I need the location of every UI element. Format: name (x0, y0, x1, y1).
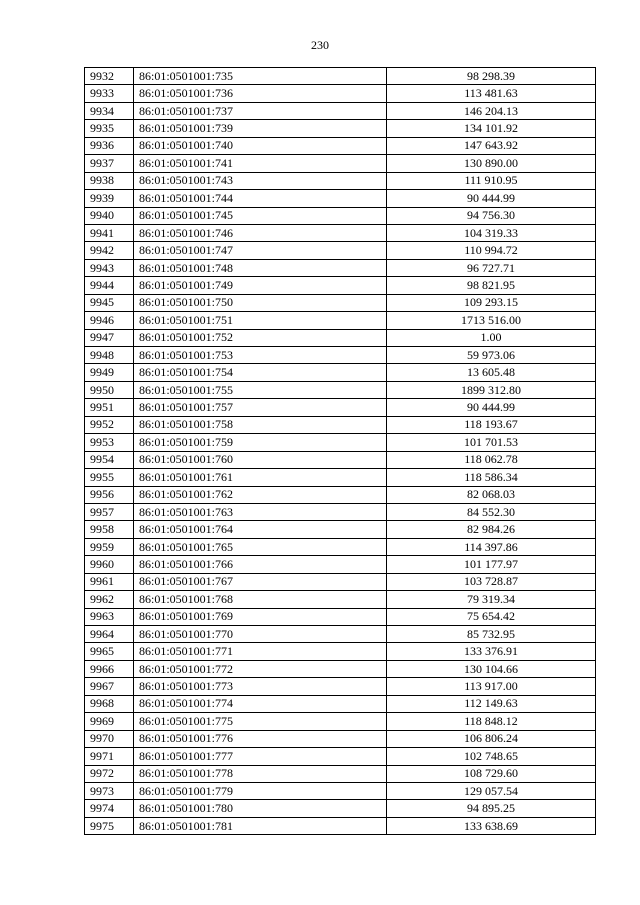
table-row (85, 347, 596, 364)
table-row (85, 294, 596, 311)
table-row (85, 626, 596, 643)
row-number-cell: 9940 (85, 207, 134, 224)
cadastral-value-cell: 90 444.99 (387, 190, 596, 207)
table-row (85, 817, 596, 834)
row-number-cell: 9971 (85, 748, 134, 765)
cadastral-value-cell: 96 727.71 (387, 259, 596, 276)
cadastral-number-cell: 86:01:0501001:749 (134, 277, 387, 294)
table-row (85, 695, 596, 712)
table-row (85, 172, 596, 189)
table-row (85, 573, 596, 590)
row-number-cell: 9972 (85, 765, 134, 782)
row-number-cell: 9960 (85, 556, 134, 573)
cadastral-number-cell: 86:01:0501001:750 (134, 294, 387, 311)
cadastral-number-cell: 86:01:0501001:737 (134, 102, 387, 119)
table-row (85, 259, 596, 276)
row-number-cell: 9970 (85, 730, 134, 747)
table-row (85, 782, 596, 799)
table-row (85, 538, 596, 555)
cadastral-number-cell: 86:01:0501001:781 (134, 817, 387, 834)
cadastral-value-cell: 129 057.54 (387, 782, 596, 799)
cadastral-value-cell: 75 654.42 (387, 608, 596, 625)
cadastral-number-cell: 86:01:0501001:743 (134, 172, 387, 189)
row-number-cell: 9965 (85, 643, 134, 660)
row-number-cell: 9946 (85, 312, 134, 329)
table-row (85, 137, 596, 154)
cadastral-value-cell: 94 895.25 (387, 800, 596, 817)
table-row (85, 521, 596, 538)
cadastral-number-cell: 86:01:0501001:767 (134, 573, 387, 590)
table-row (85, 242, 596, 259)
table-row (85, 748, 596, 765)
row-number-cell: 9948 (85, 347, 134, 364)
row-number-cell: 9967 (85, 678, 134, 695)
row-number-cell: 9959 (85, 538, 134, 555)
cadastral-value-cell: 113 481.63 (387, 85, 596, 102)
cadastral-value-cell: 118 586.34 (387, 469, 596, 486)
cadastral-value-cell: 134 101.92 (387, 120, 596, 137)
cadastral-value-cell: 130 890.00 (387, 155, 596, 172)
cadastral-number-cell: 86:01:0501001:762 (134, 486, 387, 503)
row-number-cell: 9935 (85, 120, 134, 137)
row-number-cell: 9934 (85, 102, 134, 119)
cadastral-number-cell: 86:01:0501001:752 (134, 329, 387, 346)
cadastral-number-cell: 86:01:0501001:758 (134, 416, 387, 433)
cadastral-number-cell: 86:01:0501001:778 (134, 765, 387, 782)
row-number-cell: 9945 (85, 294, 134, 311)
row-number-cell: 9975 (85, 817, 134, 834)
table-row (85, 730, 596, 747)
cadastral-value-cell: 102 748.65 (387, 748, 596, 765)
table-row (85, 224, 596, 241)
cadastral-number-cell: 86:01:0501001:764 (134, 521, 387, 538)
row-number-cell: 9974 (85, 800, 134, 817)
cadastral-value-cell: 111 910.95 (387, 172, 596, 189)
cadastral-value-cell: 147 643.92 (387, 137, 596, 154)
cadastral-value-cell: 110 994.72 (387, 242, 596, 259)
cadastral-value-cell: 118 193.67 (387, 416, 596, 433)
cadastral-value-cell: 85 732.95 (387, 626, 596, 643)
table-row (85, 68, 596, 85)
cadastral-value-cell: 118 848.12 (387, 713, 596, 730)
row-number-cell: 9953 (85, 434, 134, 451)
cadastral-value-cell: 98 298.39 (387, 68, 596, 85)
cadastral-value-cell: 13 605.48 (387, 364, 596, 381)
table-row (85, 678, 596, 695)
row-number-cell: 9950 (85, 381, 134, 398)
table-row (85, 416, 596, 433)
table-row (85, 451, 596, 468)
cadastral-value-cell: 108 729.60 (387, 765, 596, 782)
cadastral-value-cell: 106 806.24 (387, 730, 596, 747)
cadastral-number-cell: 86:01:0501001:754 (134, 364, 387, 381)
row-number-cell: 9958 (85, 521, 134, 538)
table-row (85, 660, 596, 677)
cadastral-number-cell: 86:01:0501001:748 (134, 259, 387, 276)
cadastral-value-cell: 109 293.15 (387, 294, 596, 311)
table-row (85, 608, 596, 625)
cadastral-value-cell: 82 068.03 (387, 486, 596, 503)
cadastral-value-cell: 104 319.33 (387, 224, 596, 241)
cadastral-number-cell: 86:01:0501001:761 (134, 469, 387, 486)
cadastral-value-cell: 118 062.78 (387, 451, 596, 468)
cadastral-number-cell: 86:01:0501001:766 (134, 556, 387, 573)
table-row (85, 364, 596, 381)
row-number-cell: 9932 (85, 68, 134, 85)
cadastral-value-cell: 84 552.30 (387, 503, 596, 520)
cadastral-value-cell: 1713 516.00 (387, 312, 596, 329)
cadastral-value-cell: 113 917.00 (387, 678, 596, 695)
row-number-cell: 9939 (85, 190, 134, 207)
row-number-cell: 9947 (85, 329, 134, 346)
cadastral-number-cell: 86:01:0501001:775 (134, 713, 387, 730)
cadastral-value-cell: 82 984.26 (387, 521, 596, 538)
table-row (85, 155, 596, 172)
row-number-cell: 9951 (85, 399, 134, 416)
row-number-cell: 9966 (85, 660, 134, 677)
cadastral-number-cell: 86:01:0501001:757 (134, 399, 387, 416)
row-number-cell: 9957 (85, 503, 134, 520)
cadastral-number-cell: 86:01:0501001:772 (134, 660, 387, 677)
row-number-cell: 9968 (85, 695, 134, 712)
row-number-cell: 9941 (85, 224, 134, 241)
cadastral-number-cell: 86:01:0501001:739 (134, 120, 387, 137)
cadastral-number-cell: 86:01:0501001:744 (134, 190, 387, 207)
table-row (85, 469, 596, 486)
row-number-cell: 9952 (85, 416, 134, 433)
row-number-cell: 9964 (85, 626, 134, 643)
table-body (85, 68, 596, 835)
row-number-cell: 9944 (85, 277, 134, 294)
table-row (85, 503, 596, 520)
cadastral-value-cell: 59 973.06 (387, 347, 596, 364)
row-number-cell: 9937 (85, 155, 134, 172)
cadastral-number-cell: 86:01:0501001:760 (134, 451, 387, 468)
cadastral-value-cell: 79 319.34 (387, 591, 596, 608)
table-row (85, 277, 596, 294)
cadastral-number-cell: 86:01:0501001:759 (134, 434, 387, 451)
row-number-cell: 9954 (85, 451, 134, 468)
cadastral-number-cell: 86:01:0501001:769 (134, 608, 387, 625)
row-number-cell: 9943 (85, 259, 134, 276)
cadastral-value-cell: 103 728.87 (387, 573, 596, 590)
cadastral-value-cell: 133 638.69 (387, 817, 596, 834)
table-row (85, 207, 596, 224)
cadastral-value-cell: 101 701.53 (387, 434, 596, 451)
cadastral-value-cell: 1899 312.80 (387, 381, 596, 398)
table-row (85, 643, 596, 660)
table-row (85, 381, 596, 398)
table-row (85, 312, 596, 329)
row-number-cell: 9961 (85, 573, 134, 590)
cadastral-number-cell: 86:01:0501001:751 (134, 312, 387, 329)
cadastral-number-cell: 86:01:0501001:740 (134, 137, 387, 154)
cadastral-number-cell: 86:01:0501001:753 (134, 347, 387, 364)
table-row (85, 190, 596, 207)
cadastral-value-cell: 90 444.99 (387, 399, 596, 416)
cadastral-number-cell: 86:01:0501001:770 (134, 626, 387, 643)
cadastral-number-cell: 86:01:0501001:747 (134, 242, 387, 259)
row-number-cell: 9942 (85, 242, 134, 259)
row-number-cell: 9963 (85, 608, 134, 625)
table-row (85, 800, 596, 817)
table-row (85, 120, 596, 137)
row-number-cell: 9956 (85, 486, 134, 503)
cadastral-number-cell: 86:01:0501001:745 (134, 207, 387, 224)
row-number-cell: 9973 (85, 782, 134, 799)
table-row (85, 765, 596, 782)
page-number: 230 (311, 38, 329, 52)
table-row (85, 329, 596, 346)
cadastral-number-cell: 86:01:0501001:763 (134, 503, 387, 520)
cadastral-number-cell: 86:01:0501001:736 (134, 85, 387, 102)
row-number-cell: 9933 (85, 85, 134, 102)
cadastral-value-cell: 101 177.97 (387, 556, 596, 573)
cadastral-value-cell: 114 397.86 (387, 538, 596, 555)
cadastral-value-cell: 1.00 (387, 329, 596, 346)
table-row (85, 486, 596, 503)
cadastral-number-cell: 86:01:0501001:771 (134, 643, 387, 660)
row-number-cell: 9949 (85, 364, 134, 381)
cadastral-number-cell: 86:01:0501001:746 (134, 224, 387, 241)
cadastral-number-cell: 86:01:0501001:776 (134, 730, 387, 747)
cadastral-number-cell: 86:01:0501001:741 (134, 155, 387, 172)
row-number-cell: 9938 (85, 172, 134, 189)
table-row (85, 399, 596, 416)
cadastral-value-cell: 130 104.66 (387, 660, 596, 677)
row-number-cell: 9955 (85, 469, 134, 486)
cadastral-number-cell: 86:01:0501001:777 (134, 748, 387, 765)
cadastral-value-table (84, 67, 596, 835)
table-row (85, 434, 596, 451)
row-number-cell: 9962 (85, 591, 134, 608)
cadastral-number-cell: 86:01:0501001:774 (134, 695, 387, 712)
row-number-cell: 9936 (85, 137, 134, 154)
table-row (85, 556, 596, 573)
cadastral-value-cell: 146 204.13 (387, 102, 596, 119)
table-row (85, 102, 596, 119)
cadastral-value-cell: 112 149.63 (387, 695, 596, 712)
table-row (85, 713, 596, 730)
cadastral-value-cell: 98 821.95 (387, 277, 596, 294)
cadastral-number-cell: 86:01:0501001:755 (134, 381, 387, 398)
cadastral-number-cell: 86:01:0501001:768 (134, 591, 387, 608)
table-row (85, 85, 596, 102)
cadastral-value-cell: 133 376.91 (387, 643, 596, 660)
cadastral-value-cell: 94 756.30 (387, 207, 596, 224)
cadastral-number-cell: 86:01:0501001:765 (134, 538, 387, 555)
cadastral-number-cell: 86:01:0501001:779 (134, 782, 387, 799)
cadastral-number-cell: 86:01:0501001:735 (134, 68, 387, 85)
cadastral-number-cell: 86:01:0501001:780 (134, 800, 387, 817)
table-row (85, 591, 596, 608)
row-number-cell: 9969 (85, 713, 134, 730)
cadastral-number-cell: 86:01:0501001:773 (134, 678, 387, 695)
